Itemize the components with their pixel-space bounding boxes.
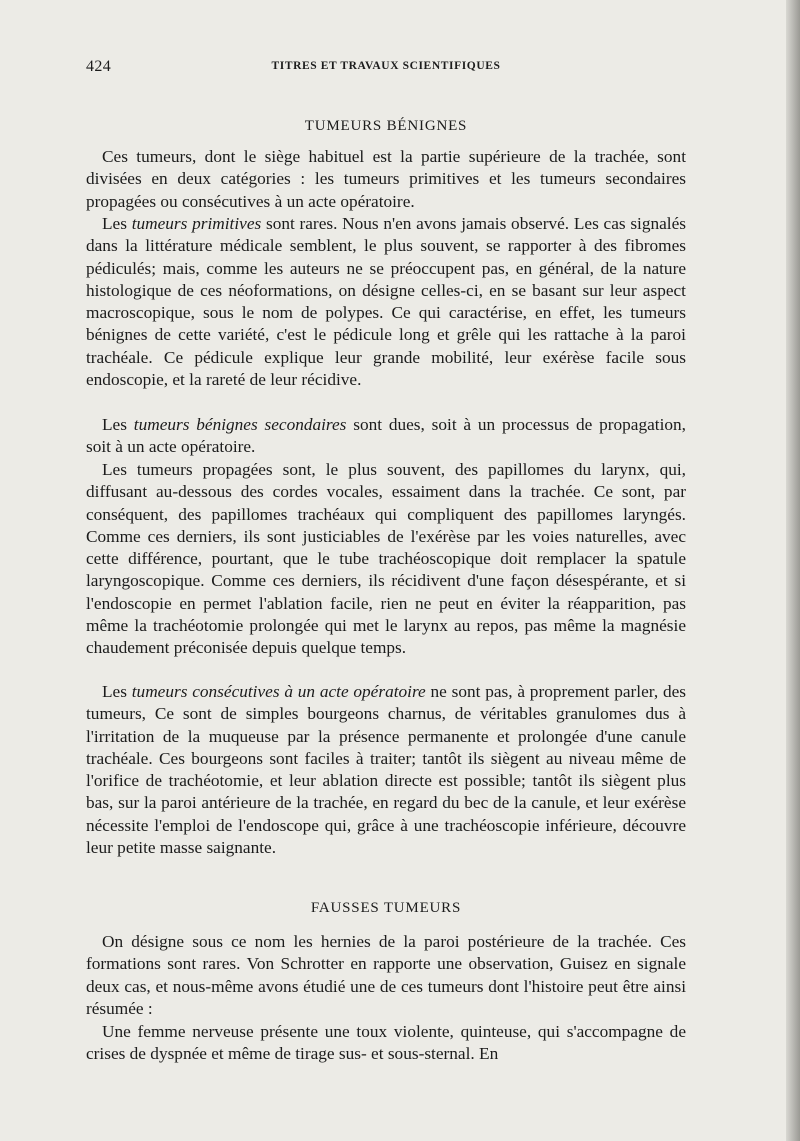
paragraph <box>86 414 686 459</box>
text-run: sont rares. Nous n'en avons jamais observé. Les cas signalés dans la littérature médicale semblent, le plus souvent, se rapporter à des fibromes pédiculés; mais, comme les auteurs ne se préoccupent pas, en général, de la nature histologique de ces néoformations, on désigne celles-ci, en se basant sur leur aspect macroscopique, sous le nom de polypes. Ce qui caractérise, en effet, les tumeurs bénignes de cette variété, c'est le pédicule long et grêle qui les rattache à la paroi trachéale. Ce pédicule explique leur grande mobilité, leur exérèse facile sous endoscopie, et la rareté de leur récidive. <box>86 214 687 390</box>
text-run: Ces tumeurs, dont le siège habituel est la partie supérieure de la trachée, sont divisées en deux catégories : les tumeurs primitives et les tumeurs secondaires propagées ou consécutives à un acte opératoire. <box>86 147 686 211</box>
paragraph <box>86 213 686 391</box>
italic-term: tumeurs primitives <box>131 214 262 233</box>
section-title-fausses-tumeurs: FAUSSES TUMEURS <box>310 900 462 916</box>
paragraph <box>86 1021 686 1066</box>
text-run: sont dues, soit à un processus de propagation, soit à un acte opératoire. <box>86 415 686 457</box>
paragraph <box>86 459 686 660</box>
italic-term: tumeurs bénignes secondaires <box>133 415 347 434</box>
paragraph <box>86 146 686 213</box>
section-title-tumeurs-benignes: TUMEURS BÉNIGNES <box>304 118 468 134</box>
text-run: Les tumeurs propagées sont, le plus souvent, des papillomes du larynx, qui, diffusant au-dessous des cordes vocales, essaiment dans la trachée. Ce sont, par conséquent, des papillomes trachéaux qui compliquent des papillomes laryngés. Comme ces derniers, ils sont justiciables de l'exérèse par les voies naturelles, avec cette différence, pourtant, que le tube trachéoscopique doit remplacer la spatule laryngoscopique. Comme ces derniers, ils récidivent d'une façon désespérante, et si l'endoscopie en permet l'ablation facile, rien ne peut en éviter la réapparition, pas même la trachéotomie prolongée qui met le larynx au repos, pas même la magnésie chaudement préconisée depuis quelque temps. <box>86 460 686 658</box>
text-run: ne sont pas, à proprement parler, des tumeurs, Ce sont de simples bourgeons charnus, de véritables granulomes dus à l'irritation de la muqueuse par la présence permanente et prolongée d'une canule trachéale. Ces bourgeons sont faciles à traiter; tantôt ils siègent au niveau même de l'orifice de trachéotomie, et leur ablation directe est possible; tantôt ils siègent plus bas, sur la paroi antérieure de la trachée, en regard du bec de la canule, et leur exérèse nécessite l'emploi de l'endoscope qui, grâce à une trachéoscopie inférieure, découvre leur petite masse saignante. <box>86 682 686 858</box>
running-title: TITRES ET TRAVAUX SCIENTIFIQUES <box>271 60 501 72</box>
text-run: Les <box>102 682 132 701</box>
page-number: 424 <box>86 58 112 75</box>
page-edge-shadow <box>786 0 800 1141</box>
text-run: Une femme nerveuse présente une toux violente, quinteuse, qui s'accompagne de crises de dyspnée et même de tirage sus- et sous-sternal. En <box>86 1022 686 1064</box>
text-run: Les <box>102 214 132 233</box>
text-run: Les <box>102 415 134 434</box>
paragraph <box>86 931 686 1020</box>
paragraph <box>86 681 686 859</box>
text-run: On désigne sous ce nom les hernies de la paroi postérieure de la trachée. Ces formations sont rares. Von Schrotter en rapporte une observation, Guisez en signale deux cas, et nous-même avons étudié une de ces tumeurs dont l'histoire peut être ainsi résumée : <box>86 932 686 1018</box>
italic-term: tumeurs consécutives à un acte opératoire <box>131 682 426 701</box>
page-header <box>86 58 686 78</box>
